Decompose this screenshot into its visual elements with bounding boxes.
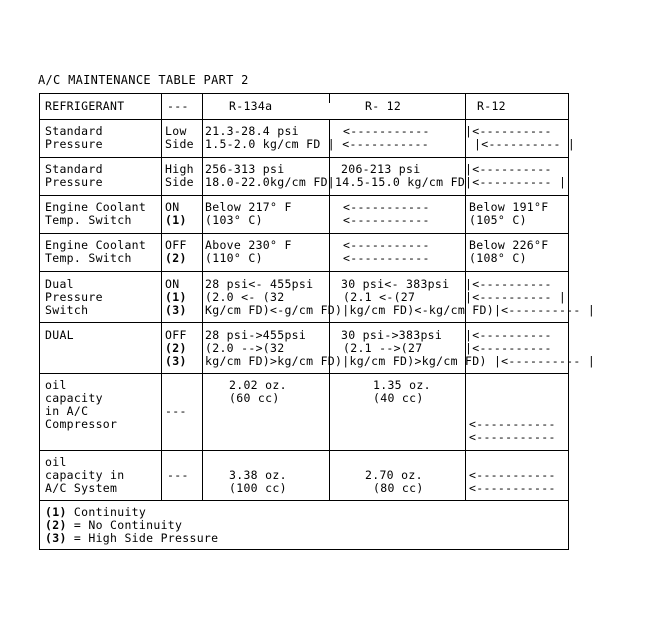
row-divider: [40, 119, 568, 120]
cell-condition: ---: [165, 404, 187, 418]
cell-r12-alt: <-----------: [469, 468, 556, 482]
cell-r12-alt: <-----------: [469, 417, 556, 431]
cell-r134a: (2.0 <- (32: [205, 290, 285, 304]
row-divider: [40, 233, 568, 234]
row-divider: [40, 450, 568, 451]
cell-r12-alt: |<----------: [465, 277, 552, 291]
cell-r134a: 2.02 oz.: [229, 378, 287, 392]
cell-r12: 2.70 oz.: [365, 468, 423, 482]
cell-label: oil: [45, 455, 67, 469]
cell-label: capacity: [45, 391, 103, 405]
cell-r12: 30 psi->383psi: [341, 328, 443, 342]
maintenance-table: [39, 93, 596, 550]
cell-r134a: 1.5-2.0 kg/cm FD | <-----------: [205, 137, 429, 151]
cell-r134a: 28 psi->455psi: [205, 328, 307, 342]
cell-condition: (3): [165, 303, 187, 317]
cell-r12: 1.35 oz.: [373, 378, 431, 392]
header-r12-alt: R-12: [477, 99, 506, 113]
cell-label: capacity in: [45, 468, 125, 482]
cell-label: in A/C: [45, 404, 89, 418]
cell-r134a: 3.38 oz.: [229, 468, 287, 482]
cell-r12: <-----------: [343, 251, 430, 265]
cell-label: oil: [45, 378, 67, 392]
cell-condition: OFF: [165, 238, 187, 252]
cell-r134a: kg/cm FD)>kg/cm FD)|kg/cm FD)>kg/cm FD) |<---------- |: [205, 354, 596, 368]
cell-r12-alt: |<----------: [465, 328, 552, 342]
cell-r134a: (110° C): [205, 251, 263, 265]
cell-r12: 206-213 psi: [341, 162, 421, 176]
cell-label: Pressure: [45, 175, 103, 189]
cell-r134a: (60 cc): [229, 391, 280, 405]
cell-r134a: (103° C): [205, 213, 263, 227]
cell-label: Engine Coolant: [45, 200, 147, 214]
legend-mark: (1): [45, 505, 67, 519]
cell-r12-alt: |<----------: [465, 162, 552, 176]
cell-r134a: Below 217° F: [205, 200, 292, 214]
cell-r12-alt: (108° C): [469, 251, 527, 265]
cell-condition: ON: [165, 200, 180, 214]
cell-r12-alt: <-----------: [469, 481, 556, 495]
cell-r134a: 256-313 psi: [205, 162, 285, 176]
cell-r12-alt: |<---------- |: [465, 290, 567, 304]
legend-text: = High Side Pressure: [66, 531, 219, 545]
cell-r134a: Kg/cm FD)<-g/cm FD)|kg/cm FD)<-kg/cm FD)|<---------- |: [205, 303, 596, 317]
cell-r134a: (2.0 -->(32: [205, 341, 285, 355]
cell-label: Dual: [45, 277, 74, 291]
row-divider: [40, 373, 568, 374]
cell-r12-alt: |<----------: [465, 124, 552, 138]
row-divider: [40, 271, 568, 272]
cell-r12: (40 cc): [373, 391, 424, 405]
cell-label: A/C System: [45, 481, 118, 495]
table-title: A/C MAINTENANCE TABLE PART 2: [38, 73, 249, 87]
column-divider: [329, 94, 330, 103]
cell-r12: <-----------: [343, 200, 430, 214]
header-dashes: ---: [167, 99, 189, 113]
cell-r134a: 18.0-22.0kg/cm FD|14.5-15.0 kg/cm FD|<---------- |: [205, 175, 567, 189]
cell-r12: 30 psi<- 383psi: [341, 277, 450, 291]
cell-label: Standard: [45, 162, 103, 176]
cell-r134a: (100 cc): [229, 481, 287, 495]
legend-mark: (3): [45, 531, 67, 545]
cell-r12-alt: |<----------: [465, 341, 552, 355]
cell-r12: <-----------: [343, 213, 430, 227]
header-refrigerant: REFRIGERANT: [45, 99, 125, 113]
cell-r12-alt: <-----------: [469, 430, 556, 444]
legend-text: Continuity: [66, 505, 147, 519]
cell-label: Temp. Switch: [45, 213, 132, 227]
cell-r12: (2.1 -->(27: [343, 341, 423, 355]
header-r12: R- 12: [365, 99, 402, 113]
cell-r12: (80 cc): [373, 481, 424, 495]
cell-label: Switch: [45, 303, 89, 317]
header-r134a: R-134a: [229, 99, 273, 113]
cell-label: Engine Coolant: [45, 238, 147, 252]
cell-label: Pressure: [45, 137, 103, 151]
legend-text: = No Continuity: [66, 518, 183, 532]
cell-condition: (2): [165, 251, 187, 265]
column-divider: [161, 94, 162, 500]
cell-condition: Low: [165, 124, 187, 138]
cell-condition: (3): [165, 354, 187, 368]
cell-label: Standard: [45, 124, 103, 138]
row-divider: [40, 157, 568, 158]
cell-label: Temp. Switch: [45, 251, 132, 265]
cell-label: Compressor: [45, 417, 118, 431]
cell-label: Pressure: [45, 290, 103, 304]
cell-r12-alt: Below 191°F: [469, 200, 549, 214]
legend-mark: (2): [45, 518, 67, 532]
cell-r134a: Above 230° F: [205, 238, 292, 252]
cell-r12: <-----------: [343, 124, 430, 138]
row-divider: [40, 322, 568, 323]
cell-r12-alt: (105° C): [469, 213, 527, 227]
cell-condition: (1): [165, 213, 187, 227]
cell-r12-alt: |<---------- |: [474, 137, 576, 151]
cell-condition: Side: [165, 175, 194, 189]
cell-condition: ---: [167, 468, 189, 482]
cell-r134a: 28 psi<- 455psi: [205, 277, 314, 291]
cell-condition: OFF: [165, 328, 187, 342]
cell-r134a: 21.3-28.4 psi: [205, 124, 299, 138]
cell-r12: <-----------: [343, 238, 430, 252]
legend-item: [45, 532, 218, 545]
cell-r12-alt: Below 226°F: [469, 238, 549, 252]
row-divider: [40, 195, 568, 196]
cell-r12: (2.1 <-(27: [343, 290, 416, 304]
cell-label: DUAL: [45, 328, 74, 342]
cell-condition: (1): [165, 290, 187, 304]
cell-condition: (2): [165, 341, 187, 355]
column-divider: [202, 94, 203, 500]
cell-condition: Side: [165, 137, 194, 151]
row-divider: [40, 500, 568, 501]
cell-condition: High: [165, 162, 194, 176]
cell-condition: ON: [165, 277, 180, 291]
